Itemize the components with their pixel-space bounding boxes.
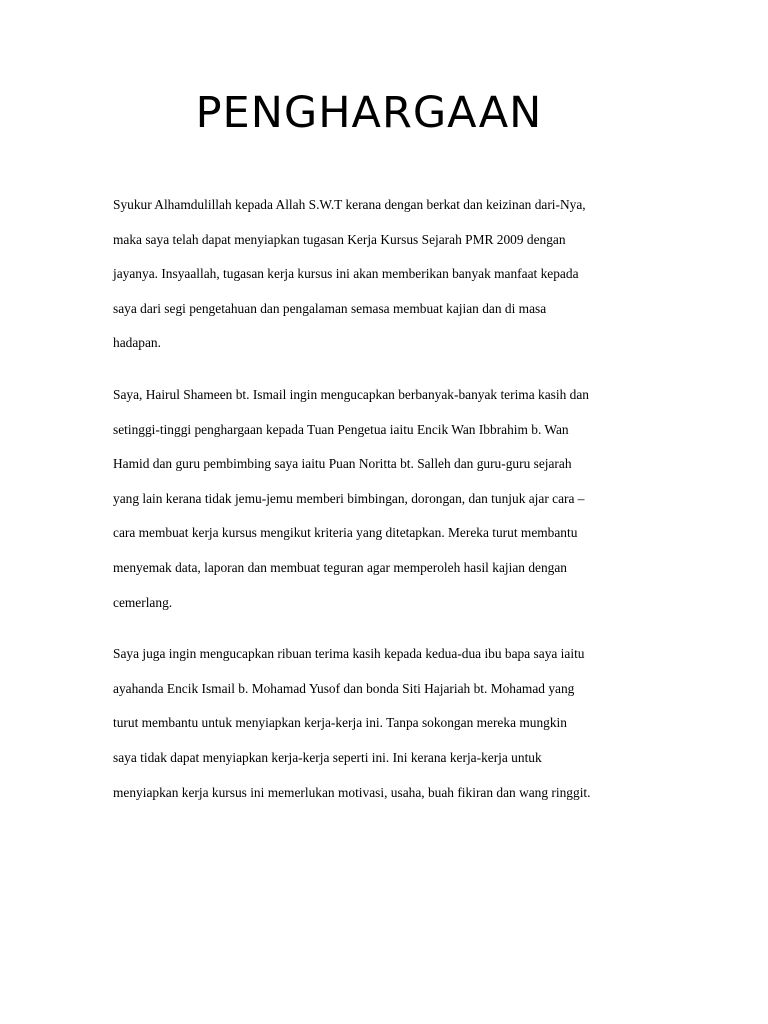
text-line: ayahanda Encik Ismail b. Mohamad Yusof dan bonda Siti Hajariah bt. Mohamad yang <box>113 680 575 696</box>
text-line: Saya juga ingin mengucapkan ribuan terima kasih kepada kedua-dua ibu bapa saya iaitu <box>113 646 585 662</box>
text-line: maka saya telah dapat menyiapkan tugasan Kerja Kursus Sejarah PMR 2009 dengan <box>113 231 566 247</box>
text-line: yang lain kerana tidak jemu-jemu memberi bimbingan, dorongan, dan tunjuk ajar cara – <box>113 490 585 506</box>
text-line: jayanya. Insyaallah, tugasan kerja kursus ini akan memberikan banyak manfaat kepada <box>113 266 579 282</box>
text-line: Hamid dan guru pembimbing saya iaitu Puan Noritta bt. Salleh dan guru-guru sejarah <box>113 456 572 472</box>
text-line: menyiapkan kerja kursus ini memerlukan motivasi, usaha, buah fikiran dan wang ringgit. <box>113 784 591 800</box>
text-line: cemerlang. <box>113 594 173 610</box>
text-line: setinggi-tinggi penghargaan kepada Tuan Pengetua iaitu Encik Wan Ibbrahim b. Wan <box>113 421 569 437</box>
paragraph-3 <box>113 637 658 810</box>
text-line: menyemak data, laporan dan membuat teguran agar memperoleh hasil kajian dengan <box>113 559 567 575</box>
paragraph-1 <box>113 188 658 361</box>
text-line: saya tidak dapat menyiapkan kerja-kerja seperti ini. Ini kerana kerja-kerja untuk <box>113 749 542 765</box>
text-line: saya dari segi pengetahuan dan pengalaman semasa membuat kajian dan di masa <box>113 300 547 316</box>
text-line: Syukur Alhamdulillah kepada Allah S.W.T kerana dengan berkat dan keizinan dari-Nya, <box>113 197 586 212</box>
page-title: PENGHARGAAN <box>195 88 543 138</box>
document-body <box>113 188 658 827</box>
text-line: hadapan. <box>113 335 161 351</box>
paragraph-2 <box>113 378 658 620</box>
text-line: Saya, Hairul Shameen bt. Ismail ingin mengucapkan berbanyak-banyak terima kasih dan <box>113 386 589 402</box>
text-line: cara membuat kerja kursus mengikut kriteria yang ditetapkan. Mereka turut membantu <box>113 525 578 541</box>
text-line: turut membantu untuk menyiapkan kerja-kerja ini. Tanpa sokongan mereka mungkin <box>113 715 567 731</box>
